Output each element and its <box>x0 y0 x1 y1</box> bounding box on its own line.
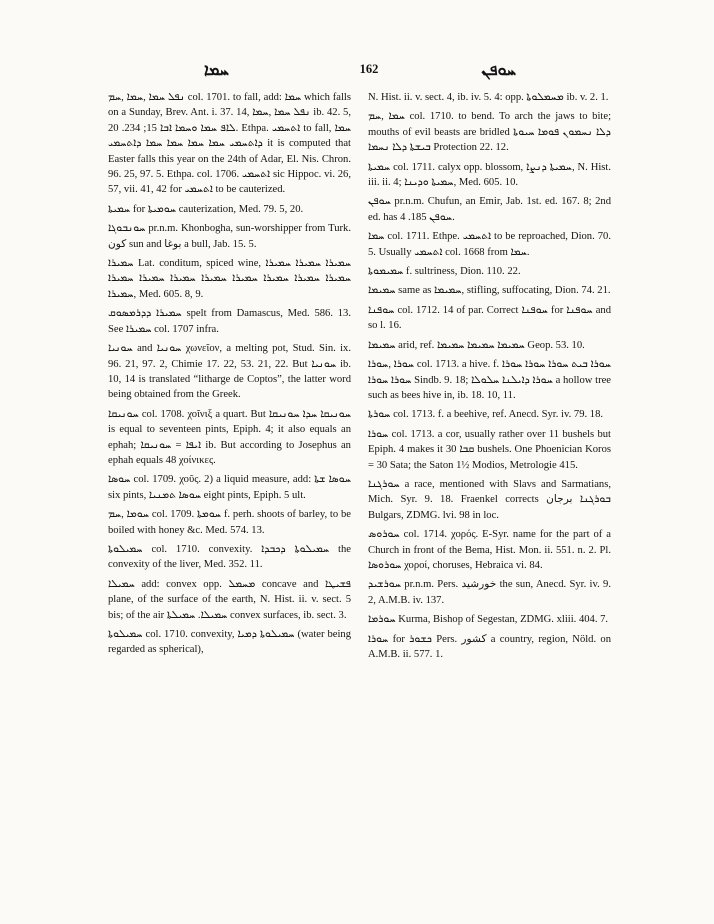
entry: ܚܘܪܡܐ Kurma, Bishop of Segestan, ZDMG. xliii. 404. 7. <box>368 614 609 626</box>
entry: ܚܘܣܐ col. 1709. χοῦς. 2) a liquid measure, add: ܚܘܣܐ ܫܬܐ six pints, ܚܘܣܐ ܬܡܢܝܐ eight pints, Epiph. 5 ult. <box>108 474 351 501</box>
guide-word-right: ܚܘܦܢ <box>481 60 516 79</box>
left-column <box>108 90 351 662</box>
entry: ܚܡܝܡܐ same as ܚܡܝܡܐ, stifling, suffocating, Dion. 74. 21. <box>368 285 611 297</box>
entry: ܚܡܝܬܐ col. 1711. calyx opp. blossom, ܚܡܝܬܐ ܕܢܨܐ, N. Hist. iii. ii. 4; ܚܡܝܬܐ ܘܕܝܢܐ, Med. 605. 10. <box>368 161 612 189</box>
entry: ܚܘܦܢܐ col. 1712. 14 of par. Correct ܚܘܦܢܐ for ܚܘܦܢܐ and so l. 16. <box>368 304 611 332</box>
entry: ܚܡܝܠܘܬܐ col. 1710. convexity. ܚܡܝܠܘܬܐ ܕܟܒܕܐ the convexity of the liver, Med. 352. 11. <box>108 543 351 571</box>
entry: ܚܡܝܠܘܬܐ col. 1710. convexity, ܚܡܝܠܘܬܐ ܕܡܝܐ (water being regarded as spherical), <box>108 629 351 656</box>
entry: ܚܘܪܓܢܐ a race, mentioned with Slavs and Sarmatians, Mich. Syr. 9. 18. Fraenkel corrects ܒܘܪܓܢܐ برجان Bulgars, ZDMG. lvi. 98 in loc. <box>368 478 611 521</box>
entry: ܚܘܢܝܩܐ col. 1708. χοῖνιξ a quart. But ܚܘܢܝܩܐ ܚܕܐ ܚܘܢܝܩܐ is equal to seventeen pints, Epiph. 4; it also equals an ephah; ܐܝܦܐ = ܚܘܢܝܩܐ ib. But according to Josephus an ephah equals 48 χοίνικες. <box>108 408 351 466</box>
entry: ܚܘܪܫܝܕ pr.n.m. Pers. خورشید the sun, Anecd. Syr. iv. 9. 2, A.M.B. iv. 137. <box>368 579 611 606</box>
entry: ܚܘܡܐ ,ܚܡ col. 1709. ܚܘܡܬܐ f. perh. shoots of barley, to be boiled with honey &c. Med. 574. 13. <box>108 509 351 536</box>
entry: ܚܘܪܐ for ܟܫܘܪ Pers. کشور a country, region, Nöld. on A.M.B. ii. 577. 1. <box>368 633 611 660</box>
page-header <box>118 52 620 82</box>
page-number: 162 <box>359 62 379 76</box>
entry: ܢܦܠ ܚܡܐ ,ܚܡܐ ,ܚܡ col. 1701. to fall, add: ܚܡܐ which falls on a Sunday, Brev. Ant. i. 37. 14, ܢܦܠ ܚܡܐ ,ܚܡܐ ib. 42. 5, ܠܐܦ ܚܡܐ ܘܚܡܐ ܐܒܐ 15; 234. 20. Ethpa. ܐܬܚܡܝ to fall, ܚܡܐ ܕܐܬܚܡܝ ܚܡܐ ܚܡܐ ܚܡܐ ܚܡܐ ܕܐܬܚܡܝ it is computed that Easter falls this year on the 24th of Adar, El. Nis. Chron. 96. 25, 97. 5. Ethpa. col. 1706. ܐܬܚܡܝ sic Hippoc. vi. 26, 57, vii. 41, 42 for ܐܬܚܡܝ to be cauterized. <box>108 92 352 196</box>
entry: ܚܘܪܬܐ col. 1713. f. a beehive, ref. Anecd. Syr. iv. 79. 18. <box>368 409 604 421</box>
entry: ܚܡܝܪܐ Lat. conditum, spiced wine, ܚܡܝܪܐ ܚܡܝܪܐ ܚܡܝܪܐ ܚܡܝܪܐ ܚܡܝܪܐ ܚܡܝܪܐ ܚܡܝܪܐ ܚܡܝܪܐ ܚܡܝܪܐ ܚܡܝܪܐ ܚܡܝܪܐ ܚܡܝܪܐ, Med. 605. 8, 9. <box>108 258 352 300</box>
entry: ܚܡܝܠܐ add: convex opp. ܡܚܡܠ concave and ܦܫܝܛܐ plane, of the surface of the earth, N. Hist. ii. v. sect. 5 bis; of the air ܚܡܝܠܐ. ܚܡܝܠܬܐ convex surfaces, ib. sect. 3. <box>108 578 351 621</box>
right-column <box>368 90 611 666</box>
entry: ܚܘܦܢ pr.n.m. Chufun, an Emir, Jab. 1st. ed. 167. 8; 2nd ed. has ܚܘܦܢ 185. 4. <box>368 196 611 223</box>
entry: ܚܡܐ col. 1711. Ethpe. ܐܬܚܡܝ to be reproached, Dion. 70. 5. Usually ܐܬܚܡܝ col. 1668 from ܚܡܐ. <box>368 231 611 258</box>
entry: ܚܘܪܐ col. 1713. a cor, usually rather over 11 bushels but Epiph. 4 makes it 30 ܩܒܐ bushels. One Phoenician Koros = 30 Sata; the Saton 1½ Modios, Metrologie 415. <box>368 428 611 471</box>
entry: ܚܡܐ ,ܚܡ col. 1710. to bend. To arch the jaws to bite; mouths of evil beasts are bridled ܕܠܐ ܢܚܡܘܢ ܦܘܡܐ ܚܝܘܬܐ ܒܝܫܬܐ ܕܠܐ ܢܚܡܐ Protection 22. 12. <box>368 111 612 154</box>
entry: ܚܘܢܝܐ and ܚܘܢܝܐ χωνεῖον, a melting pot, Stud. Sin. ix. 96. 21, 97. 2, Chimie 17. 22, 53. 21, 22. But ܚܘܢܝܐ ib. 10, 14 is translated “litharge de Coptos”, the latter word being obtained from the Greek. <box>108 343 352 401</box>
entry: ܚܡܝܡܘܬܐ f. sultriness, Dion. 110. 22. <box>368 266 521 278</box>
entry: N. Hist. ii. v. sect. 4, ib. iv. 5. 4: opp. ܡܚܡܠܘܬܐ ib. v. 2. 1. <box>368 92 609 103</box>
entry: ܚܡܝܪܐ ܕܕܪܡܣܘܩ spelt from Damascus, Med. 586. 13. See ܚܡܝܪܐ col. 1707 infra. <box>108 308 351 335</box>
entry: ܚܘܢܒܘܓܐ pr.n.m. Khonbogha, sun-worshipper from Turk. کون sun and بوغا a bull, Jab. 15. 5. <box>108 223 351 250</box>
entry: ܚܘܪܐ ,ܚܘܪܐ col. 1713. a hive. f. ܚܘܪܐ ܒܝܬ ܚܘܪܐ ܚܘܪܐ ܚܘܪܐ ܚܘܪܐ ܚܘܪܐ Sindb. 9. 18; ܚܘܪܐ ܕܐܝܠܢܐ ܚܠܘܠܐ a hollow tree such as bees hive in, ib. 18. 10, 11. <box>368 359 612 401</box>
guide-word-left: ܚܡܐ <box>204 60 229 79</box>
entry: ܚܘܪܘܣ col. 1714. χορός. E-Syr. name for the part of a Church in front of the Bema, Hist. Mon. ii. 551. n. 2. Pl. ܚܘܪܘܣܐ χοροί, choruses, Hebraica vi. 84. <box>368 529 611 571</box>
entry: ܚܡܝܬܐ for ܚܘܡܝܬܐ cauterization, Med. 79. 5, 20. <box>108 203 304 215</box>
entry: ܚܡܝܡܐ arid, ref. ܚܡܝܡܐ ܚܡܝܡܐ ܚܡܝܡܐ Geop. 53. 10. <box>368 339 585 351</box>
